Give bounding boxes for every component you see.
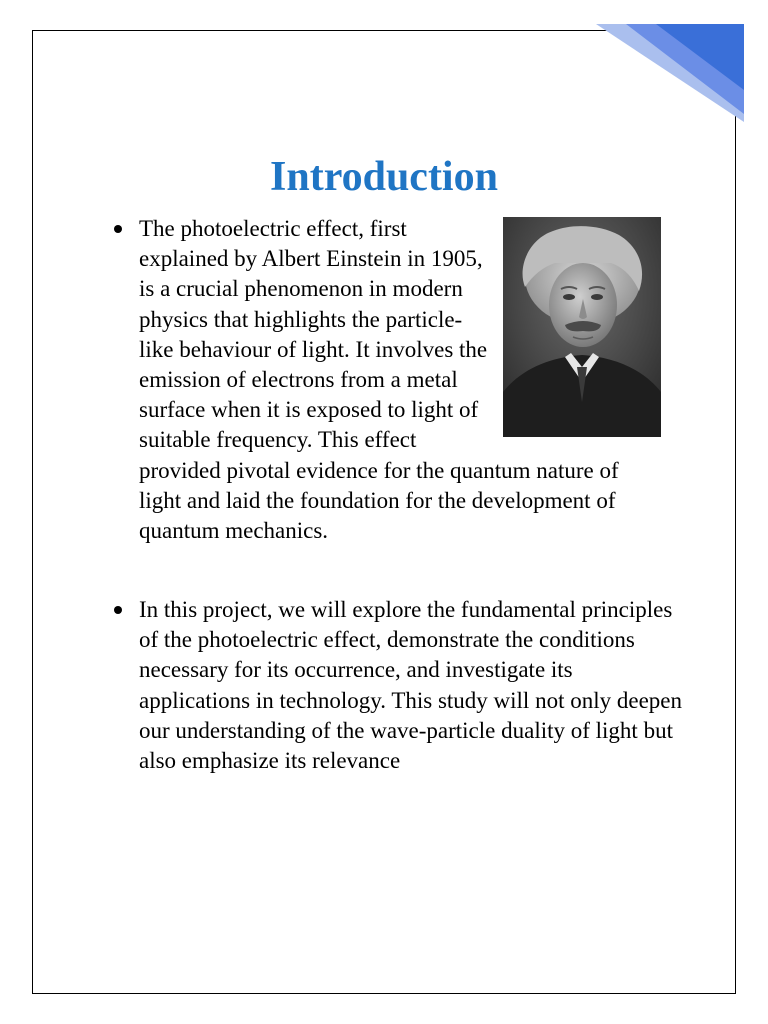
bullet-text-1: The photoelectric effect, first explained by Albert Einstein in 1905, is a crucial phenomenon in modern physics that highlights the particle-like behaviour of light. It involves the emission of electrons from a metal surface when it is exposed to light of suitable frequency. This effect provided pivotal evidence for the quantum nature of light and laid the foundation for the development of quantum mechanics. xyxy=(139,216,619,544)
bullet-paragraph-2 xyxy=(139,595,684,776)
corner-triangle-decoration xyxy=(596,22,744,122)
bullet-text-2: In this project, we will explore the fundamental principles of the photoelectric effect, demonstrate the conditions necessary for its occurrence, and investigate its applications in technology. This study will not only deepen our understanding of the wave-particle duality of light but also emphasize its relevance xyxy=(139,597,682,774)
portrait-photo-icon xyxy=(503,217,661,437)
page-title: Introduction xyxy=(270,154,498,200)
portrait-photo xyxy=(503,217,661,437)
bullet-marker-1 xyxy=(114,225,124,235)
bullet-marker-2 xyxy=(114,606,124,616)
bullet-paragraph-1 xyxy=(139,214,659,546)
